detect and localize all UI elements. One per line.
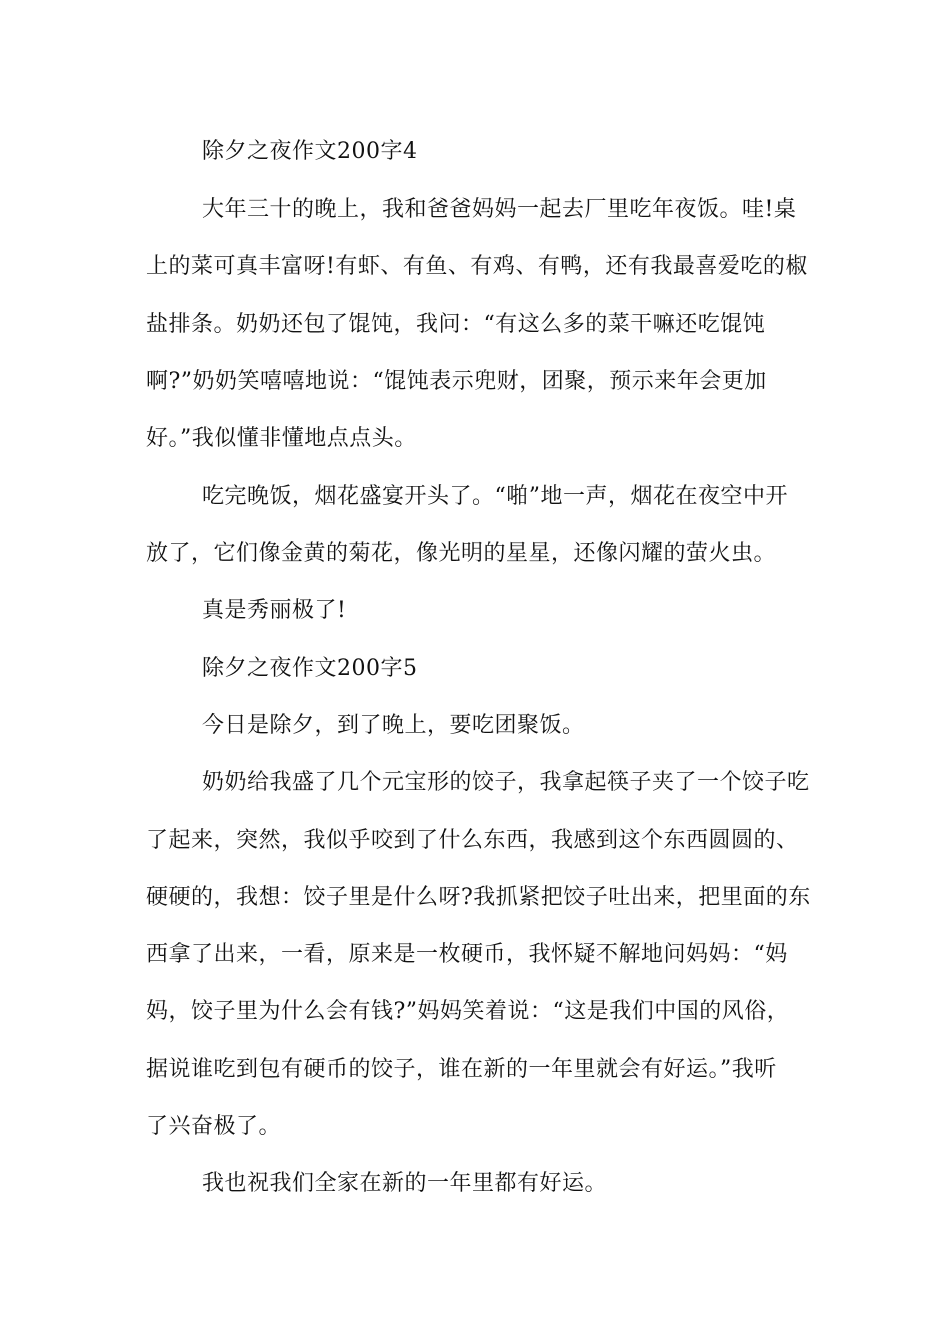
paragraph-line: 了起来，突然，我似乎咬到了什么东西，我感到这个东西圆圆的、 [146, 828, 799, 853]
paragraph-line: 放了，它们像金黄的菊花，像光明的星星，还像闪耀的萤火虫。 [146, 541, 777, 566]
paragraph-line: 西拿了出来，一看，原来是一枚硬币，我怀疑不解地问妈妈：“妈 [146, 942, 788, 967]
document-page [146, 0, 811, 1344]
paragraph-line: 我也祝我们全家在新的一年里都有好运。 [202, 1171, 608, 1196]
paragraph-line: 啊?”奶奶笑嘻嘻地说：“馄饨表示兜财，团聚，预示来年会更加 [146, 369, 767, 394]
paragraph-line: 妈，饺子里为什么会有钱?”妈妈笑着说：“这是我们中国的风俗， [146, 999, 790, 1024]
paragraph-line: 硬硬的，我想：饺子里是什么呀?我抓紧把饺子吐出来，把里面的东 [146, 885, 811, 910]
paragraph-line: 奶奶给我盛了几个元宝形的饺子，我拿起筷子夹了一个饺子吃 [202, 770, 810, 795]
paragraph-line: 据说谁吃到包有硬币的饺子，谁在新的一年里就会有好运。”我听 [146, 1057, 777, 1082]
paragraph-line: 了兴奋极了。 [146, 1114, 282, 1139]
section-heading: 除夕之夜作文200字4 [202, 139, 418, 164]
paragraph-line: 今日是除夕，到了晚上，要吃团聚饭。 [202, 713, 585, 738]
paragraph-line: 盐排条。奶奶还包了馄饨，我问：“有这么多的菜干嘛还吃馄饨 [146, 312, 766, 337]
paragraph-line: 大年三十的晚上，我和爸爸妈妈一起去厂里吃年夜饭。哇!桌 [202, 197, 797, 222]
paragraph-line: 好。”我似懂非懂地点点头。 [146, 426, 417, 451]
section-heading: 除夕之夜作文200字5 [202, 656, 418, 681]
paragraph-line: 吃完晚饭，烟花盛宴开头了。“啪”地一声，烟花在夜空中开 [202, 484, 788, 509]
paragraph-line: 上的菜可真丰富呀!有虾、有鱼、有鸡、有鸭，还有我最喜爱吃的椒 [146, 254, 808, 279]
paragraph-line: 真是秀丽极了! [202, 598, 347, 623]
